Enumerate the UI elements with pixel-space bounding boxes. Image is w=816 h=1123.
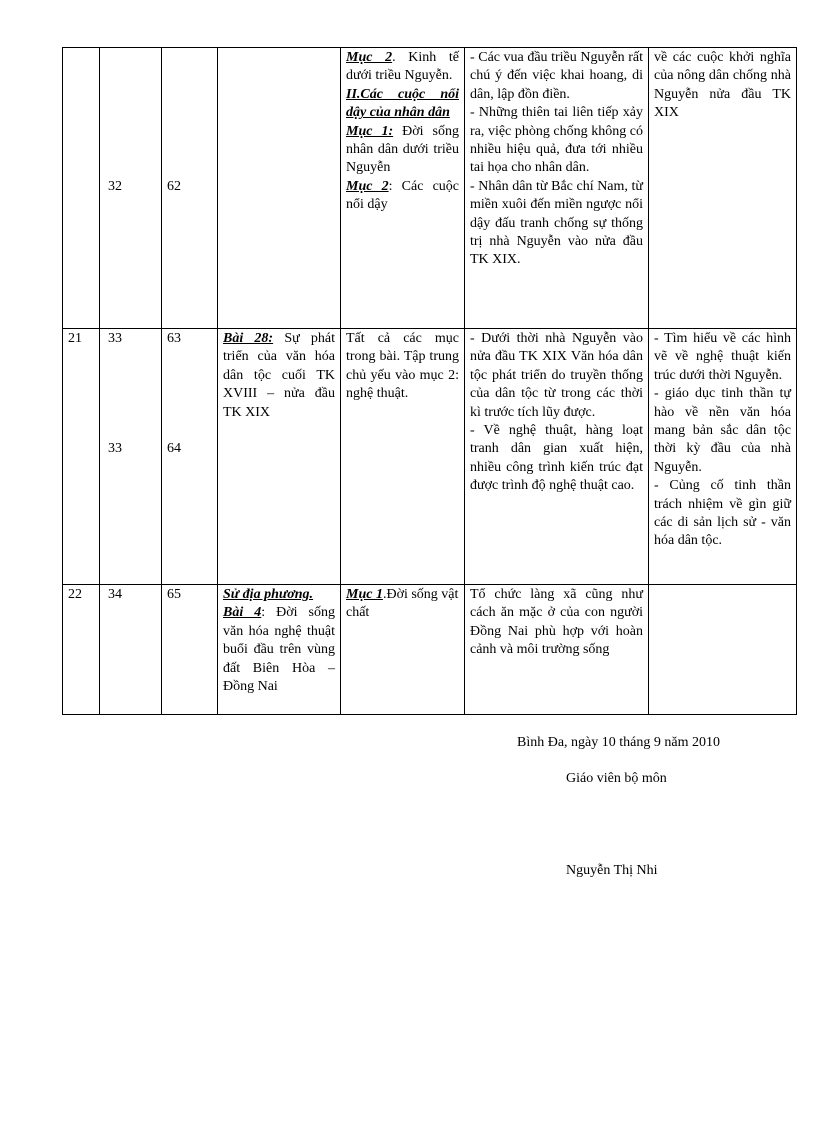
table-row [63,585,797,715]
education-item: - Tìm hiểu về các hình vẽ về nghệ thuật kiến trúc dưới thời Nguyễn. [654,331,791,383]
knowledge-cell [465,48,649,329]
week-cell [63,585,100,715]
content-text: : Các cuộc nổi dậy [346,178,459,213]
period-cell [162,585,218,715]
knowledge-cell [465,585,649,715]
content-cell [341,329,465,585]
education-text: về các cuộc khởi nghĩa của nông dân chống nhà Nguyễn nửa đầu TK XIX [654,50,791,121]
signature-name: Nguyễn Thị Nhi [566,863,658,878]
knowledge-cell [465,329,649,585]
education-item: - Củng cố tinh thần trách nhiệm về gìn giữ các di sản lịch sử - văn hóa dân tộc. [654,478,791,549]
content-heading: Mục 1: [346,123,394,139]
lesson-label: Sử địa phương. [223,587,314,602]
content-text: .Đời sống vật chất [346,587,459,621]
content-cell [341,585,465,715]
week-number: 22 [68,587,82,602]
lesson-title-cell [218,585,341,715]
content-heading: Mục 2 [346,178,389,194]
education-cell [649,329,797,585]
lesson-number: 32 [108,179,122,195]
content-text: Đời sống nhân dân dưới triều Nguyễn [346,123,459,176]
table-row [63,48,797,329]
lesson-number-cell [100,585,162,715]
lesson-plan-table [62,47,797,715]
week-number: 21 [68,331,82,346]
week-cell [63,48,100,329]
knowledge-item: - Nhân dân từ Bắc chí Nam, từ miền xuôi đến miền ngược nổi dậy đấu tranh chống sự thống trị nhà Nguyễn vào nửa đầu TK XIX. [470,178,643,268]
period-number: 62 [167,179,181,195]
lesson-number: 34 [108,587,122,602]
signature-role: Giáo viên bộ môn [566,771,667,786]
lesson-title-cell [218,48,341,329]
table-row [63,329,797,585]
content-heading: Mục 1 [346,587,383,602]
week-cell [63,329,100,585]
period-number: 64 [167,441,181,457]
lesson-label: Bài 28: [223,331,274,346]
lesson-number: 33 [108,441,122,457]
period-number: 65 [167,587,181,602]
knowledge-item: - Về nghệ thuật, hàng loạt tranh dân gian xuất hiện, nhiều công trình kiến trúc đạt được trình độ nghệ thuật cao. [470,423,643,494]
lesson-title: : Đời sống văn hóa nghệ thuật buổi đầu trên vùng đất Biên Hòa – Đồng Nai [223,605,335,695]
lesson-title: Sự phát triển của văn hóa dân tộc cuối TK XVIII – nửa đầu TK XIX [223,331,336,420]
education-cell [649,48,797,329]
lesson-label: Bài 4 [223,605,262,621]
education-cell [649,585,797,715]
knowledge-item: - Các vua đầu triều Nguyễn rất chú ý đến việc khai hoang, di dân, lập đồn điền. [470,50,643,102]
period-cell [162,329,218,585]
lesson-number: 33 [108,331,122,346]
content-text: . Kinh tế dưới triều Nguyễn. [346,50,460,84]
knowledge-item: - Những thiên tai liên tiếp xảy ra, việc phòng chống không có nhiều hiệu quả, đưa tới nhiều tai họa cho nhân dân. [470,105,643,176]
section-heading: II.Các cuộc nổi dậy của nhân dân [346,86,459,121]
content-heading: Mục 2 [346,50,393,65]
education-item: - giáo dục tinh thần tự hào về nền văn hóa mang bản sắc dân tộc thời kỳ đầu của nhà Nguyễn. [654,386,791,475]
lesson-number-cell [100,48,162,329]
content-text: Tất cả các mục trong bài. Tập trung chủ yếu vào mục 2: nghệ thuật. [346,331,459,402]
knowledge-item: Tổ chức làng xã cũng như cách ăn mặc ở của con người Đồng Nai phù hợp với hoàn cảnh và môi trường sống [470,587,643,658]
lesson-title-cell [218,329,341,585]
lesson-number-cell [100,329,162,585]
content-cell [341,48,465,329]
period-cell [162,48,218,329]
knowledge-item: - Dưới thời nhà Nguyễn vào nửa đầu TK XIX Văn hóa dân tộc phát triển do truyền thống của dân tộc từ trong các thời kì trước tích lũy được. [470,331,643,420]
signature-date: Bình Đa, ngày 10 tháng 9 năm 2010 [517,735,720,750]
period-number: 63 [167,331,181,346]
